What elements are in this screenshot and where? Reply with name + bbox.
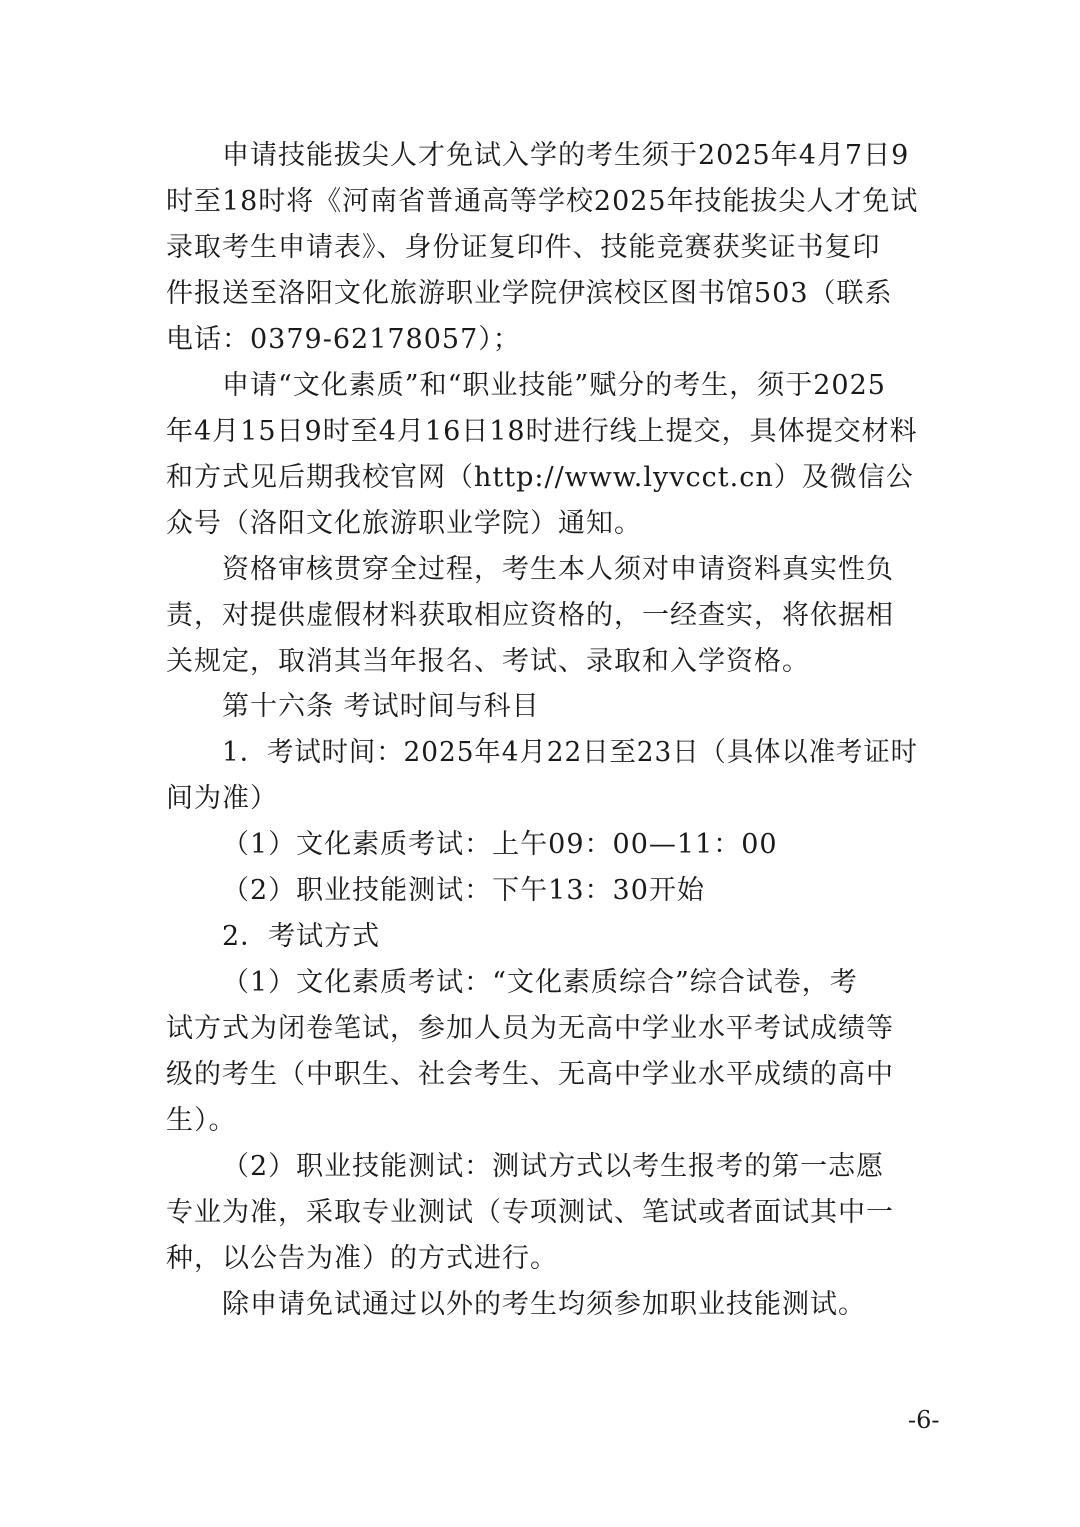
text-line: 众号（洛阳文化旅游职业学院）通知。 bbox=[166, 508, 642, 539]
text-line: （1）文化素质考试：“文化素质综合”综合试卷，考 bbox=[222, 967, 858, 998]
text-line: 件报送至洛阳文化旅游职业学院伊滨校区图书馆503（联系 bbox=[166, 278, 893, 309]
text-line: （2）职业技能测试：下午13：30开始 bbox=[222, 875, 705, 906]
text-line: （2）职业技能测试：测试方式以考生报考的第一志愿 bbox=[222, 1151, 885, 1182]
text-line: 2．考试方式 bbox=[222, 921, 381, 952]
text-line: 资格审核贯穿全过程，考生本人须对申请资料真实性负 bbox=[222, 554, 894, 585]
text-line: 关规定，取消其当年报名、考试、录取和入学资格。 bbox=[166, 646, 810, 677]
text-line: （1）文化素质考试：上午09：00—11：00 bbox=[222, 829, 778, 860]
text-line: 级的考生（中职生、社会考生、无高中学业水平成绩的高中 bbox=[166, 1059, 894, 1090]
text-line: 录取考生申请表》、身份证复印件、技能竞赛获奖证书复印 bbox=[166, 232, 881, 263]
text-line: 责，对提供虚假材料获取相应资格的，一经查实，将依据相 bbox=[166, 600, 894, 631]
text-line: 生）。 bbox=[166, 1105, 237, 1136]
text-line: 种，以公告为准）的方式进行。 bbox=[166, 1243, 558, 1274]
text-line: 和方式见后期我校官网（http://www.lyvcct.cn）及微信公 bbox=[166, 462, 914, 493]
text-line: 电话：0379-62178057）； bbox=[166, 324, 521, 355]
text-line: 除申请免试通过以外的考生均须参加职业技能测试。 bbox=[222, 1289, 866, 1320]
page-number: -6- bbox=[908, 1406, 940, 1434]
text-line: 申请“文化素质”和“职业技能”赋分的考生，须于2025 bbox=[222, 370, 886, 401]
text-line: 间为准） bbox=[166, 783, 278, 814]
text-line: 专业为准，采取专业测试（专项测试、笔试或者面试其中一 bbox=[166, 1197, 894, 1228]
section-heading: 第十六条 考试时间与科目 bbox=[222, 691, 540, 722]
text-line: 1．考试时间：2025年4月22日至23日（具体以准考证时 bbox=[222, 737, 918, 768]
text-line: 年4月15日9时至4月16日18时进行线上提交，具体提交材料 bbox=[166, 416, 918, 447]
text-line: 申请技能拔尖人才免试入学的考生须于2025年4月7日9 bbox=[222, 140, 910, 171]
text-line: 试方式为闭卷笔试，参加人员为无高中学业水平考试成绩等 bbox=[166, 1013, 894, 1044]
text-line: 时至18时将《河南省普通高等学校2025年技能拔尖人才免试 bbox=[166, 186, 919, 217]
